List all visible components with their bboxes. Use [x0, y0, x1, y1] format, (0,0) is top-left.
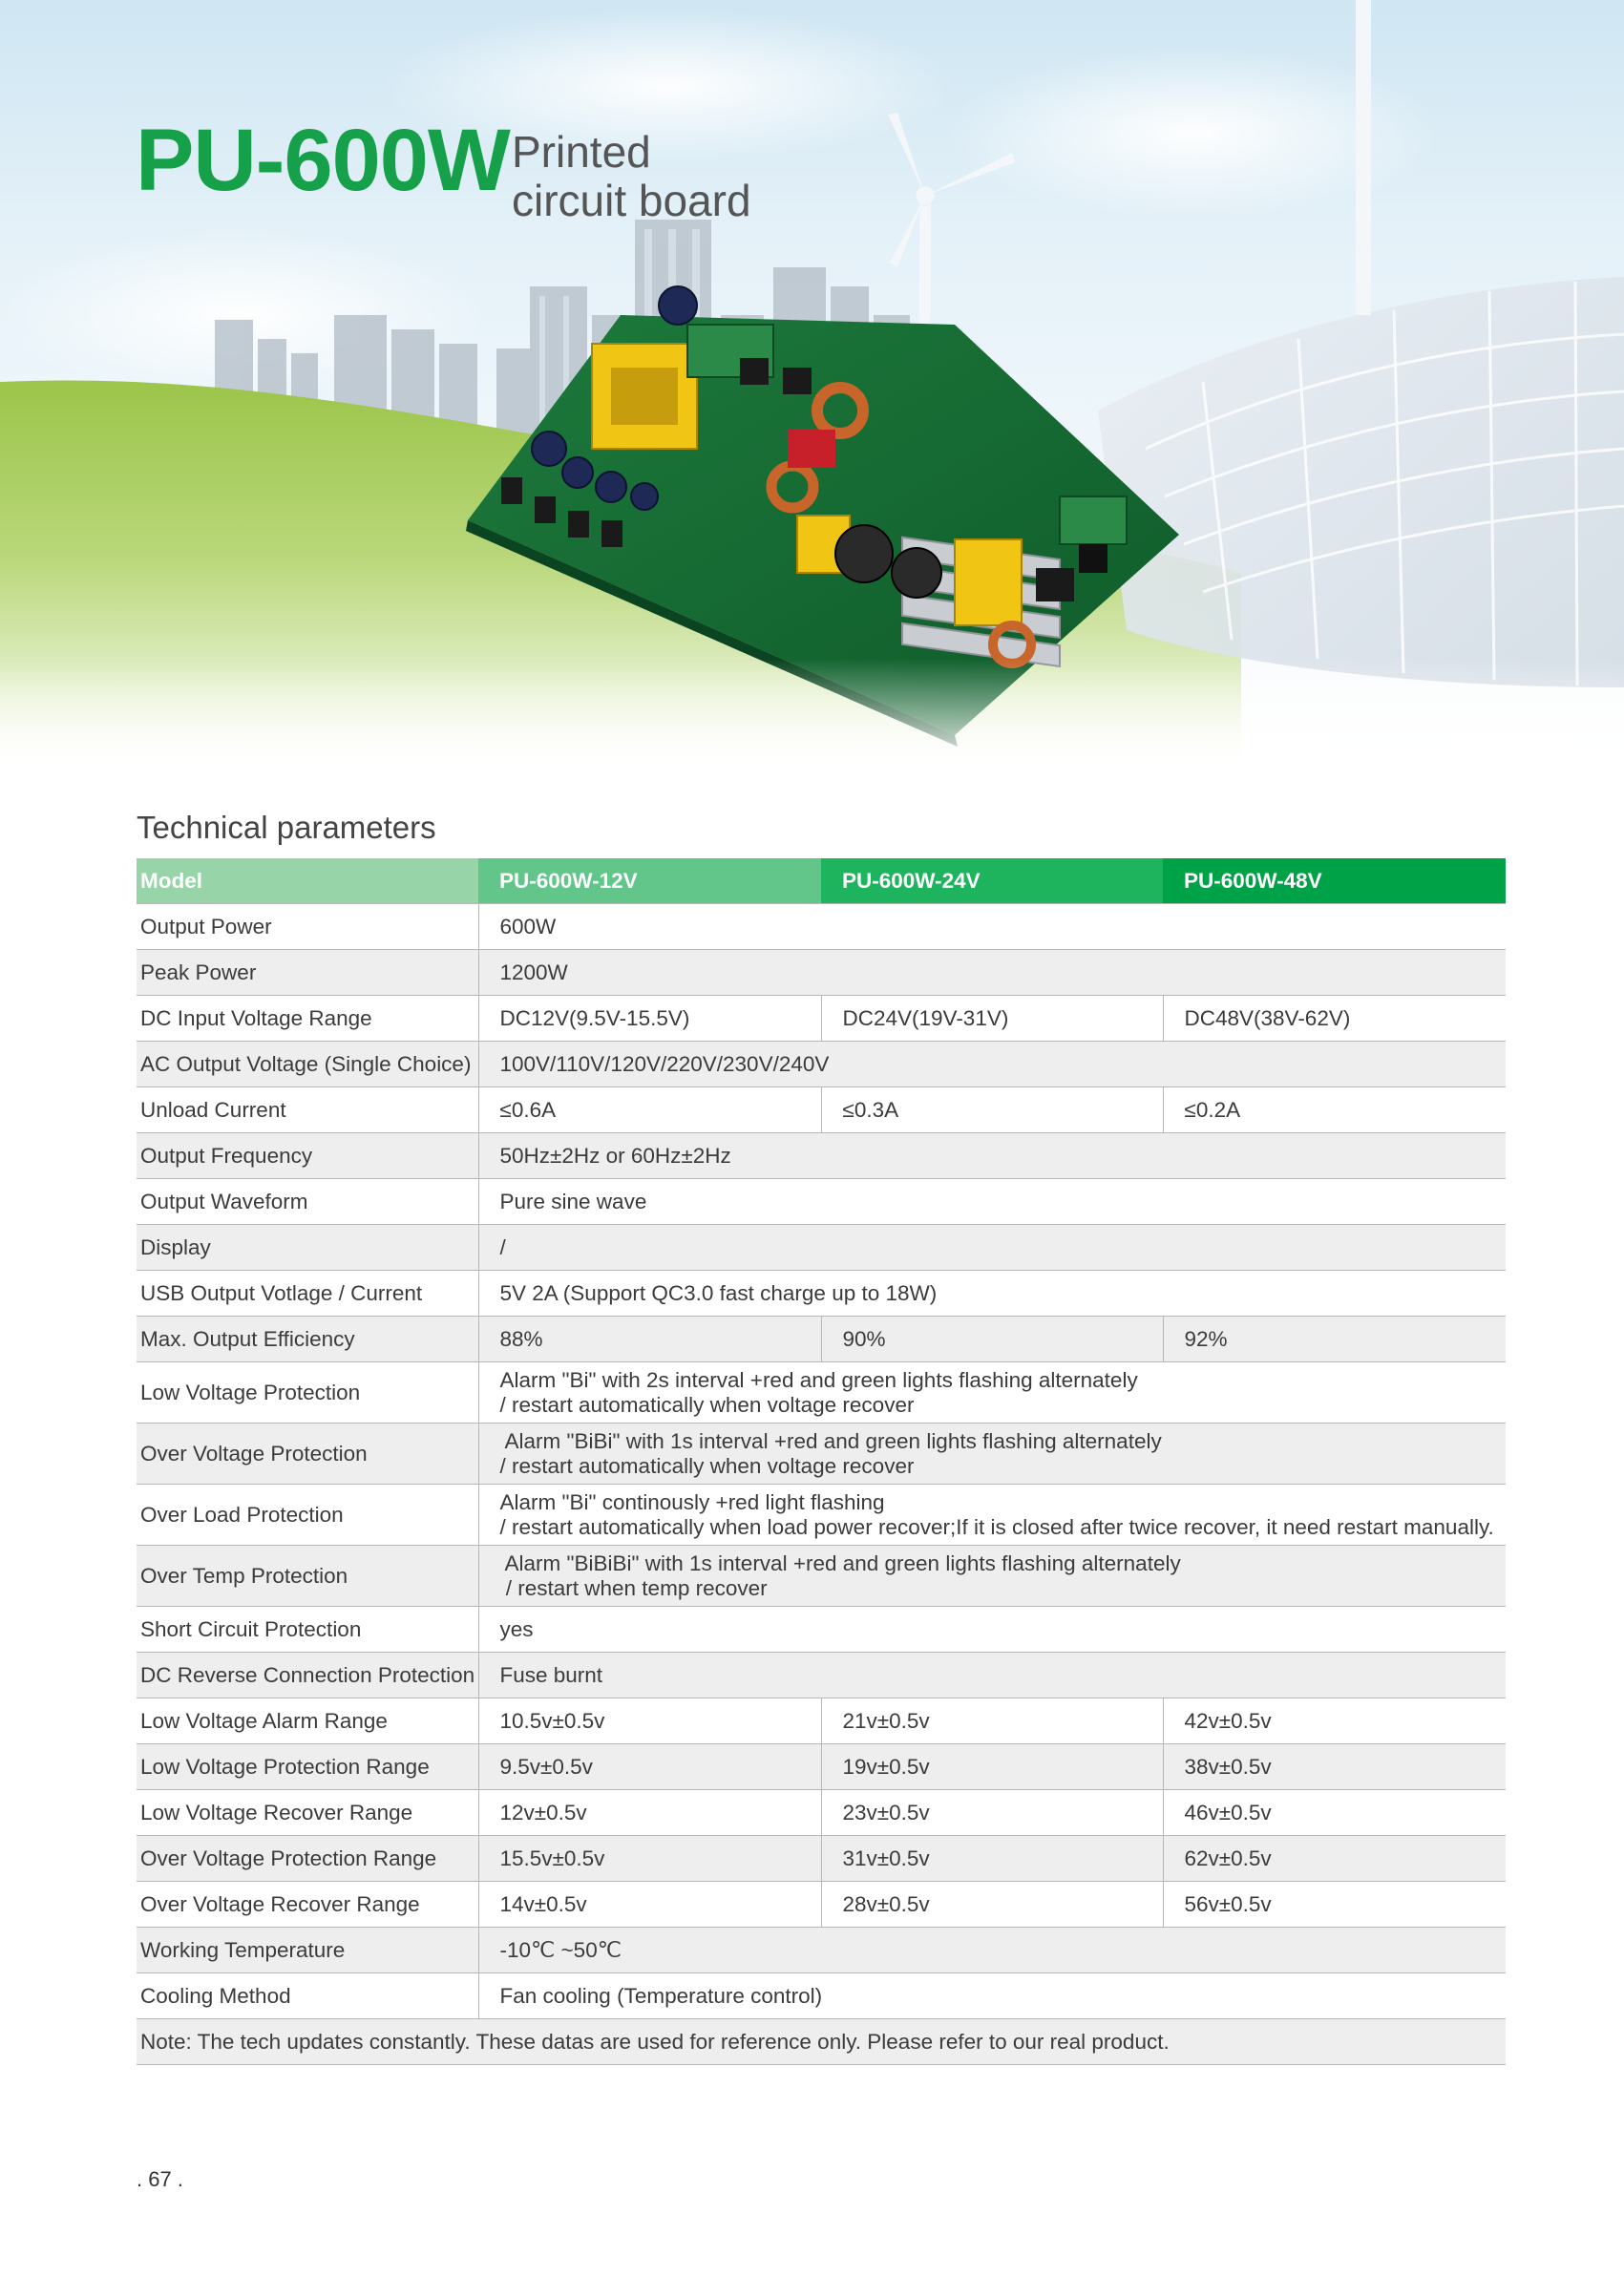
param-label: Output Waveform — [137, 1179, 478, 1225]
param-value — [478, 1362, 1506, 1424]
param-value: DC12V(9.5V-15.5V) — [478, 996, 821, 1042]
param-label: Unload Current — [137, 1087, 478, 1133]
table-row — [137, 1424, 1506, 1485]
param-label: Working Temperature — [137, 1928, 478, 1973]
param-label: Low Voltage Protection — [137, 1362, 478, 1424]
param-label: Low Voltage Recover Range — [137, 1790, 478, 1836]
param-value: 23v±0.5v — [821, 1790, 1163, 1836]
header-12v: PU-600W-12V — [478, 858, 821, 904]
param-value — [478, 1546, 1506, 1607]
param-value: 1200W — [478, 950, 1506, 996]
param-value: 10.5v±0.5v — [478, 1698, 821, 1744]
table-row — [137, 1744, 1506, 1790]
param-value: ≤0.3A — [821, 1087, 1163, 1133]
table-row — [137, 1087, 1506, 1133]
table-row — [137, 1790, 1506, 1836]
table-row — [137, 1698, 1506, 1744]
param-value: 21v±0.5v — [821, 1698, 1163, 1744]
param-label: Peak Power — [137, 950, 478, 996]
param-value — [478, 1485, 1506, 1546]
param-value-line: Alarm "Bi" with 2s interval +red and green lights flashing alternately — [499, 1367, 1138, 1392]
param-value-line: / restart automatically when load power recover;If it is closed after twice recover, it need restart manually. — [499, 1514, 1494, 1539]
param-value: Pure sine wave — [478, 1179, 1506, 1225]
param-label: USB Output Votlage / Current — [137, 1271, 478, 1317]
param-value-line: / restart automatically when voltage recover — [499, 1453, 915, 1478]
param-value-line: Alarm "BiBiBi" with 1s interval +red and green lights flashing alternately — [499, 1550, 1181, 1575]
param-label: Display — [137, 1225, 478, 1271]
param-label: Over Voltage Protection Range — [137, 1836, 478, 1882]
table-row — [137, 1485, 1506, 1546]
param-value-line: Alarm "Bi" continously +red light flashing — [499, 1489, 885, 1514]
table-row — [137, 1133, 1506, 1179]
param-value: ≤0.6A — [478, 1087, 821, 1133]
table-row — [137, 1653, 1506, 1698]
param-value: -10℃ ~50℃ — [478, 1928, 1506, 1973]
param-value-line: / restart automatically when voltage recover — [499, 1392, 915, 1417]
param-value: ≤0.2A — [1163, 1087, 1506, 1133]
table-row — [137, 1836, 1506, 1882]
param-value: 15.5v±0.5v — [478, 1836, 821, 1882]
subtitle-line-2: circuit board — [512, 176, 751, 225]
table-row — [137, 1225, 1506, 1271]
section-title: Technical parameters — [137, 810, 436, 845]
param-value: 42v±0.5v — [1163, 1698, 1506, 1744]
param-label: Over Load Protection — [137, 1485, 478, 1546]
table-row — [137, 996, 1506, 1042]
page-number: . 67 . — [137, 2167, 183, 2191]
model-title: PU-600W — [136, 112, 510, 209]
table-note-row — [137, 2019, 1506, 2065]
param-label: AC Output Voltage (Single Choice) — [137, 1042, 478, 1087]
param-value: 9.5v±0.5v — [478, 1744, 821, 1790]
param-label: Output Power — [137, 904, 478, 950]
table-body — [137, 904, 1506, 2065]
table-row — [137, 1546, 1506, 1607]
table-row — [137, 1882, 1506, 1928]
param-value-line: / restart when temp recover — [499, 1575, 768, 1600]
table-header-row — [137, 858, 1506, 904]
param-value: 62v±0.5v — [1163, 1836, 1506, 1882]
table-row — [137, 1607, 1506, 1653]
model-subtitle — [512, 128, 798, 225]
header-24v: PU-600W-24V — [821, 858, 1163, 904]
param-label: Cooling Method — [137, 1973, 478, 2019]
table-row — [137, 950, 1506, 996]
param-value: 88% — [478, 1317, 821, 1362]
header-model: Model — [137, 858, 478, 904]
param-value: / — [478, 1225, 1506, 1271]
param-value: 46v±0.5v — [1163, 1790, 1506, 1836]
param-value: 5V 2A (Support QC3.0 fast charge up to 18W) — [478, 1271, 1506, 1317]
subtitle-line-1: Printed — [512, 127, 651, 177]
header-48v: PU-600W-48V — [1163, 858, 1506, 904]
table-row — [137, 1317, 1506, 1362]
param-label: Max. Output Efficiency — [137, 1317, 478, 1362]
table-row — [137, 1928, 1506, 1973]
param-label: Low Voltage Protection Range — [137, 1744, 478, 1790]
param-label: Over Voltage Protection — [137, 1424, 478, 1485]
param-label: Output Frequency — [137, 1133, 478, 1179]
param-value: DC24V(19V-31V) — [821, 996, 1163, 1042]
param-value: Fuse burnt — [478, 1653, 1506, 1698]
param-value-line: Alarm "BiBi" with 1s interval +red and green lights flashing alternately — [499, 1428, 1162, 1453]
spec-table — [137, 858, 1506, 2065]
param-value: 92% — [1163, 1317, 1506, 1362]
param-value: DC48V(38V-62V) — [1163, 996, 1506, 1042]
param-label: Short Circuit Protection — [137, 1607, 478, 1653]
param-value: 19v±0.5v — [821, 1744, 1163, 1790]
param-value: 14v±0.5v — [478, 1882, 821, 1928]
table-row — [137, 1042, 1506, 1087]
param-value — [478, 1424, 1506, 1485]
table-row — [137, 904, 1506, 950]
param-label: Over Temp Protection — [137, 1546, 478, 1607]
table-note: Note: The tech updates constantly. These datas are used for reference only. Please refer to our real product. — [137, 2019, 1506, 2065]
param-label: DC Reverse Connection Protection — [137, 1653, 478, 1698]
table-row — [137, 1362, 1506, 1424]
param-value: 600W — [478, 904, 1506, 950]
param-value: 90% — [821, 1317, 1163, 1362]
param-value: 56v±0.5v — [1163, 1882, 1506, 1928]
param-label: DC Input Voltage Range — [137, 996, 478, 1042]
param-value: 100V/110V/120V/220V/230V/240V — [478, 1042, 1506, 1087]
param-value: Fan cooling (Temperature control) — [478, 1973, 1506, 2019]
param-value: 31v±0.5v — [821, 1836, 1163, 1882]
param-value: 50Hz±2Hz or 60Hz±2Hz — [478, 1133, 1506, 1179]
hero-banner — [0, 0, 1624, 773]
param-value: 28v±0.5v — [821, 1882, 1163, 1928]
param-label: Over Voltage Recover Range — [137, 1882, 478, 1928]
param-value: yes — [478, 1607, 1506, 1653]
param-value: 38v±0.5v — [1163, 1744, 1506, 1790]
param-label: Low Voltage Alarm Range — [137, 1698, 478, 1744]
table-row — [137, 1271, 1506, 1317]
table-row — [137, 1179, 1506, 1225]
table-row — [137, 1973, 1506, 2019]
param-value: 12v±0.5v — [478, 1790, 821, 1836]
